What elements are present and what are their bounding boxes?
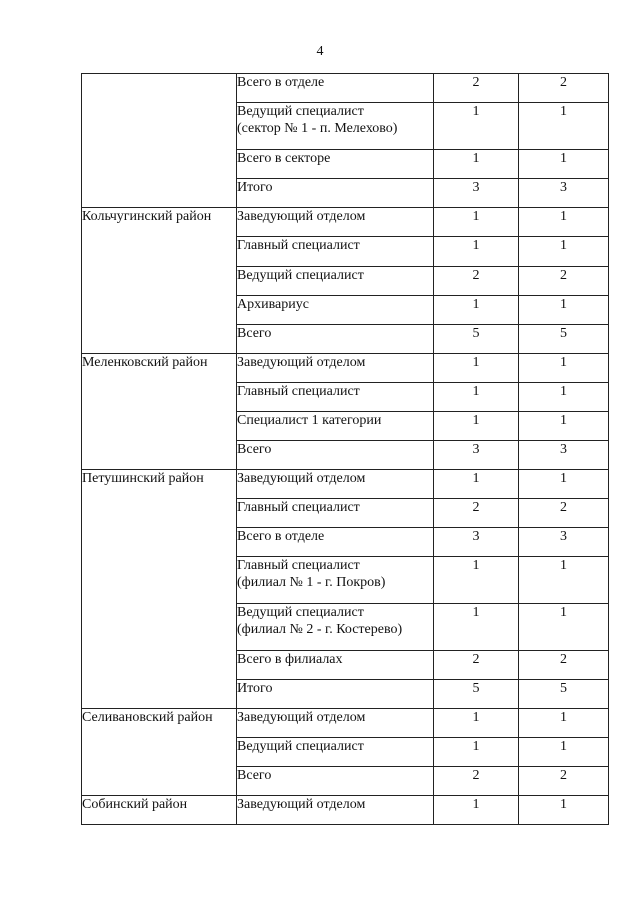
count-cell-first: 5: [434, 325, 519, 354]
count-cell-second: 1: [519, 604, 609, 651]
staffing-table-body: [82, 74, 609, 825]
district-cell: Петушинский район: [82, 470, 237, 709]
position-cell: Заведующий отделом: [237, 709, 434, 738]
district-cell: Селивановский район: [82, 709, 237, 796]
position-cell: Ведущий специалист (сектор № 1 - п. Мелехово): [237, 103, 434, 150]
count-cell-first: 1: [434, 208, 519, 237]
count-cell-second: 1: [519, 150, 609, 179]
position-cell: Ведущий специалист (филиал № 2 - г. Костерево): [237, 604, 434, 651]
count-cell-second: 1: [519, 709, 609, 738]
count-cell-second: 5: [519, 680, 609, 709]
count-cell-second: 2: [519, 767, 609, 796]
position-cell: Всего: [237, 325, 434, 354]
position-cell: Главный специалист: [237, 499, 434, 528]
count-cell-first: 2: [434, 651, 519, 680]
count-cell-first: 1: [434, 738, 519, 767]
position-cell: Всего: [237, 767, 434, 796]
position-cell: Архивариус: [237, 296, 434, 325]
position-cell: Главный специалист: [237, 237, 434, 267]
count-cell-first: 1: [434, 150, 519, 179]
count-cell-second: 2: [519, 267, 609, 296]
count-cell-first: 1: [434, 383, 519, 412]
count-cell-second: 1: [519, 103, 609, 150]
position-cell: Всего в отделе: [237, 528, 434, 557]
table-row: [82, 796, 609, 825]
position-cell: Всего: [237, 441, 434, 470]
table-row: [82, 208, 609, 237]
position-cell: Заведующий отделом: [237, 208, 434, 237]
position-cell: Всего в филиалах: [237, 651, 434, 680]
count-cell-first: 1: [434, 709, 519, 738]
page-number: 4: [316, 44, 324, 59]
count-cell-second: 3: [519, 441, 609, 470]
count-cell-first: 1: [434, 470, 519, 499]
count-cell-first: 1: [434, 296, 519, 325]
count-cell-second: 1: [519, 296, 609, 325]
position-cell: Всего в секторе: [237, 150, 434, 179]
count-cell-second: 2: [519, 651, 609, 680]
count-cell-first: 2: [434, 767, 519, 796]
count-cell-first: 2: [434, 499, 519, 528]
position-cell: Заведующий отделом: [237, 354, 434, 383]
count-cell-second: 1: [519, 354, 609, 383]
count-cell-first: 3: [434, 441, 519, 470]
position-cell: Специалист 1 категории: [237, 412, 434, 441]
count-cell-first: 1: [434, 557, 519, 604]
count-cell-first: 2: [434, 267, 519, 296]
count-cell-second: 3: [519, 528, 609, 557]
count-cell-second: 1: [519, 383, 609, 412]
count-cell-second: 1: [519, 208, 609, 237]
count-cell-first: 1: [434, 796, 519, 825]
count-cell-first: 1: [434, 604, 519, 651]
position-cell: Заведующий отделом: [237, 470, 434, 499]
position-cell: Ведущий специалист: [237, 267, 434, 296]
position-cell: Главный специалист (филиал № 1 - г. Покров): [237, 557, 434, 604]
position-cell: Итого: [237, 680, 434, 709]
count-cell-first: 1: [434, 237, 519, 267]
position-cell: Ведущий специалист: [237, 738, 434, 767]
position-cell: Итого: [237, 179, 434, 208]
district-cell: Кольчугинский район: [82, 208, 237, 354]
position-cell: Заведующий отделом: [237, 796, 434, 825]
position-cell: Главный специалист: [237, 383, 434, 412]
district-cell: Меленковский район: [82, 354, 237, 470]
count-cell-second: 3: [519, 179, 609, 208]
count-cell-second: 1: [519, 796, 609, 825]
count-cell-first: 3: [434, 528, 519, 557]
count-cell-first: 1: [434, 354, 519, 383]
count-cell-second: 1: [519, 557, 609, 604]
position-cell: Всего в отделе: [237, 74, 434, 103]
count-cell-second: 1: [519, 237, 609, 267]
count-cell-first: 1: [434, 103, 519, 150]
count-cell-second: 2: [519, 499, 609, 528]
table-row: [82, 74, 609, 103]
district-cell: Собинский район: [82, 796, 237, 825]
count-cell-second: 1: [519, 470, 609, 499]
count-cell-first: 3: [434, 179, 519, 208]
table-row: [82, 354, 609, 383]
count-cell-second: 5: [519, 325, 609, 354]
count-cell-first: 5: [434, 680, 519, 709]
count-cell-second: 2: [519, 74, 609, 103]
district-cell: [82, 74, 237, 208]
count-cell-first: 1: [434, 412, 519, 441]
table-row: [82, 709, 609, 738]
count-cell-second: 1: [519, 738, 609, 767]
count-cell-first: 2: [434, 74, 519, 103]
staffing-table: [81, 73, 609, 825]
table-row: [82, 470, 609, 499]
count-cell-second: 1: [519, 412, 609, 441]
